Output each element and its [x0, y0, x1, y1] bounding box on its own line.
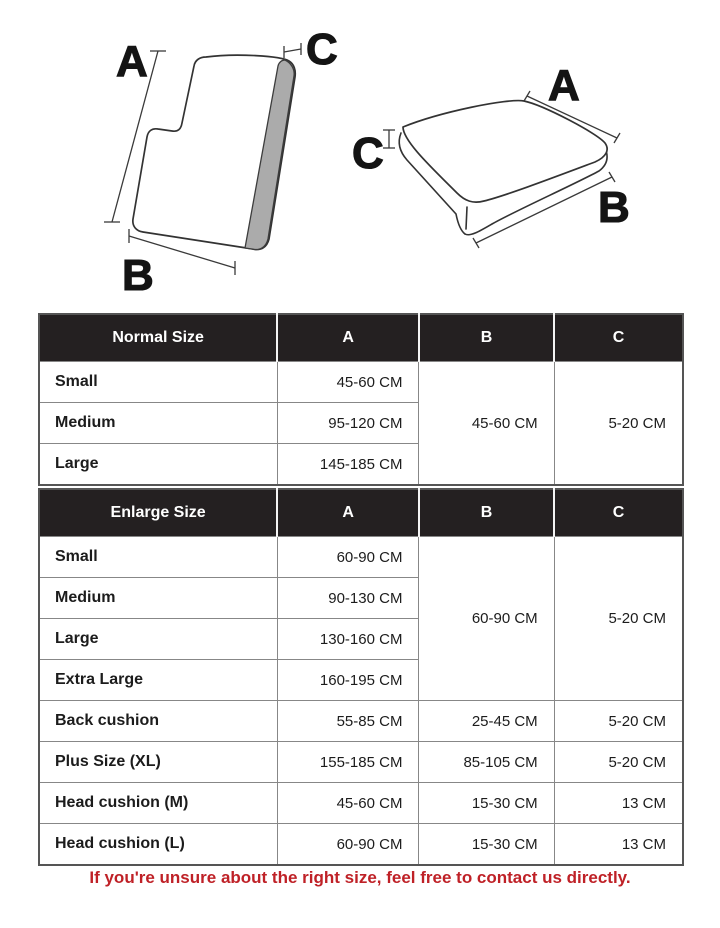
seat-cushion-label-a: A [548, 61, 580, 110]
back-cover-label-c: C [306, 25, 338, 74]
size-row-label: Back cushion [39, 701, 277, 742]
size-value-a: 90-130 CM [277, 578, 419, 619]
normal-size-table [38, 313, 684, 486]
dimension-c-line [383, 130, 395, 148]
back-cover-label-b: B [122, 251, 154, 300]
table-header-row [39, 489, 683, 537]
size-value-a: 155-185 CM [277, 742, 419, 783]
size-row-label: Small [39, 362, 277, 403]
size-value-c-merged: 5-20 CM [554, 537, 683, 701]
size-row-label: Plus Size (XL) [39, 742, 277, 783]
column-header-b: B [419, 314, 554, 362]
size-value-a: 145-185 CM [277, 444, 419, 486]
seat-cushion-front-crease [466, 207, 467, 229]
column-header-c: C [554, 489, 683, 537]
size-value-a: 130-160 CM [277, 619, 419, 660]
size-value-c: 5-20 CM [554, 701, 683, 742]
size-value-c-merged: 5-20 CM [554, 362, 683, 486]
size-row-label: Medium [39, 403, 277, 444]
size-value-b: 15-30 CM [419, 824, 554, 866]
size-row-label: Head cushion (M) [39, 783, 277, 824]
size-value-b-merged: 60-90 CM [419, 537, 554, 701]
size-row-label: Large [39, 619, 277, 660]
size-value-a: 45-60 CM [277, 362, 419, 403]
size-row-label: Medium [39, 578, 277, 619]
contact-note: If you're unsure about the right size, feel free to contact us directly. [89, 868, 631, 887]
back-cover-label-a: A [116, 37, 148, 86]
table-row [39, 783, 683, 824]
seat-cushion-top-face [403, 101, 607, 203]
size-value-b-merged: 45-60 CM [419, 362, 554, 486]
size-value-c: 13 CM [554, 824, 683, 866]
size-value-c: 13 CM [554, 783, 683, 824]
table-row [39, 742, 683, 783]
size-row-label: Large [39, 444, 277, 486]
dimension-c-line [284, 43, 301, 58]
seat-cushion-label-c: C [352, 129, 384, 178]
size-value-a: 45-60 CM [277, 783, 419, 824]
table-row [39, 701, 683, 742]
size-value-a: 160-195 CM [277, 660, 419, 701]
size-value-b: 15-30 CM [419, 783, 554, 824]
size-value-c: 5-20 CM [554, 742, 683, 783]
size-value-a: 55-85 CM [277, 701, 419, 742]
size-value-a: 60-90 CM [277, 824, 419, 866]
size-value-a: 60-90 CM [277, 537, 419, 578]
size-value-b: 25-45 CM [419, 701, 554, 742]
size-value-a: 95-120 CM [277, 403, 419, 444]
table-row [39, 824, 683, 866]
seat-cushion-diagram [352, 61, 630, 248]
cushion-measurement-diagrams [0, 0, 720, 310]
size-value-b: 85-105 CM [419, 742, 554, 783]
back-cover-diagram [104, 25, 338, 300]
size-row-label: Small [39, 537, 277, 578]
table-title-cell: Enlarge Size [39, 489, 277, 537]
column-header-c: C [554, 314, 683, 362]
enlarge-size-table [38, 488, 684, 866]
size-row-label: Head cushion (L) [39, 824, 277, 866]
column-header-a: A [277, 489, 419, 537]
column-header-b: B [419, 489, 554, 537]
column-header-a: A [277, 314, 419, 362]
seat-cushion-label-b: B [598, 183, 630, 232]
table-header-row [39, 314, 683, 362]
size-row-label: Extra Large [39, 660, 277, 701]
table-row [39, 362, 683, 403]
table-row [39, 537, 683, 578]
table-title-cell: Normal Size [39, 314, 277, 362]
